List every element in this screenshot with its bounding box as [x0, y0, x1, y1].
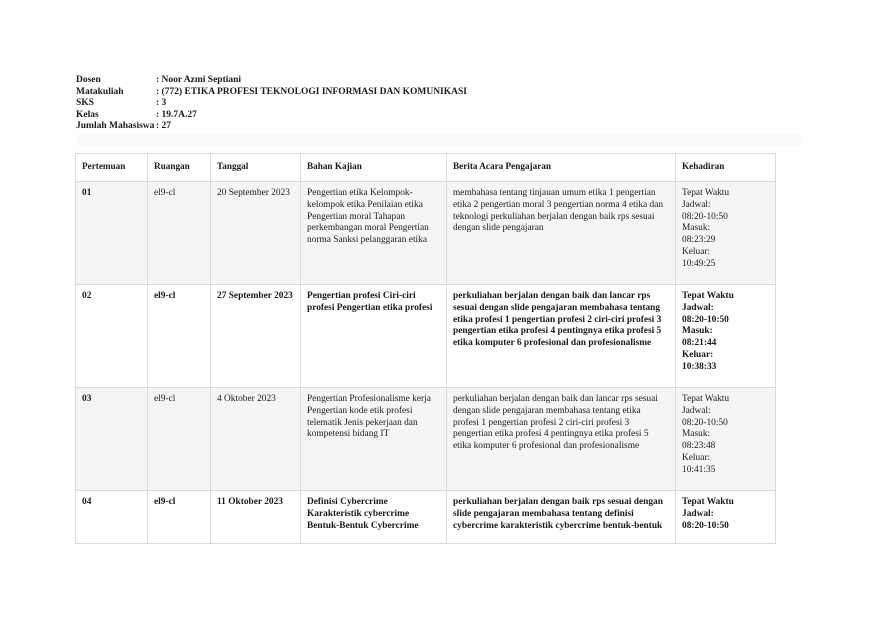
info-row-sks — [76, 98, 467, 110]
cell-berita-acara: perkuliahan berjalan dengan baik dan lancar rps sesuai dengan slide pengajaran membahasa tentang etika profesi 1 pengertian profesi 2 ciri-ciri profesi 3 pengertian etika profesi 4 pentingnya etika profesi 5 etika komputer 6 profesional dan profesionalisme — [447, 388, 676, 491]
cell-ruangan: el9-cl — [148, 285, 211, 388]
cell-tanggal: 4 Oktober 2023 — [211, 388, 301, 491]
table-row — [76, 388, 776, 491]
cell-ruangan: el9-cl — [148, 491, 211, 544]
attendance-schedule-time: 08:20-10:50 — [682, 417, 728, 428]
attendance-in-label: Masuk: — [682, 326, 713, 337]
cell-kehadiran — [676, 182, 776, 285]
cell-tanggal: 20 September 2023 — [211, 182, 301, 285]
cell-bahan-kajian: Pengertian Profesionalisme kerja Pengertian kode etik profesi telematik Jenis pekerjaan dan kompetensi bidang IT — [301, 388, 447, 491]
column-header-pertemuan: Pertemuan — [76, 154, 148, 182]
table-header-row — [76, 154, 776, 182]
cell-ruangan: el9-cl — [148, 388, 211, 491]
info-row-matakuliah — [76, 87, 467, 99]
info-label: Jumlah Mahasiswa — [76, 121, 155, 132]
attendance-status: Tepat Waktu — [682, 188, 730, 198]
attendance-in-time: 08:21:44 — [682, 338, 717, 349]
cell-berita-acara: perkuliahan berjalan dengan baik dan lancar rps sesuai dengan slide pengajaran membahasa tentang etika profesi 1 pengertian profesi 2 ciri-ciri profesi 3 pengertian etika profesi 4 pentingnya etika profesi 5 etika komputer 6 profesional dan profesionalisme — [447, 285, 676, 388]
cell-pertemuan: 04 — [76, 491, 148, 544]
attendance-status: Tepat Waktu — [682, 497, 734, 507]
attendance-in-time: 08:23:48 — [682, 441, 716, 452]
info-label: Dosen — [76, 75, 101, 85]
cell-tanggal: 27 September 2023 — [211, 285, 301, 388]
info-value: : 19.7A.27 — [156, 109, 197, 120]
info-row-dosen — [76, 75, 467, 87]
table-row — [76, 182, 776, 285]
info-label: Matakuliah — [76, 86, 124, 97]
cell-bahan-kajian: Definisi Cybercrime Karakteristik cybercrime Bentuk-Bentuk Cybercrime — [301, 491, 447, 544]
cell-pertemuan: 02 — [76, 285, 148, 388]
column-header-kehadiran: Kehadiran — [676, 154, 776, 182]
cell-ruangan: el9-cl — [148, 182, 211, 285]
info-row-kelas — [76, 110, 467, 122]
attendance-schedule-time: 08:20-10:50 — [682, 211, 728, 222]
attendance-out-label: Keluar: — [682, 246, 711, 257]
info-value: : (772) ETIKA PROFESI TEKNOLOGI INFORMASI DAN KOMUNIKASI — [156, 86, 467, 97]
cell-kehadiran — [676, 388, 776, 491]
column-header-ruangan: Ruangan — [148, 154, 211, 182]
table-row — [76, 285, 776, 388]
attendance-out-label: Keluar: — [682, 452, 711, 463]
info-label: SKS — [76, 98, 94, 109]
cell-pertemuan: 03 — [76, 388, 148, 491]
cell-tanggal: 11 Oktober 2023 — [211, 491, 301, 544]
attendance-out-time: 10:38:33 — [682, 361, 717, 372]
cell-kehadiran — [676, 491, 776, 544]
attendance-schedule-label: Jadwal: — [682, 302, 714, 313]
cell-bahan-kajian: Pengertian profesi Ciri-ciri profesi Pengertian etika profesi — [301, 285, 447, 388]
attendance-out-label: Keluar: — [682, 349, 714, 360]
info-label: Kelas — [76, 109, 99, 120]
attendance-schedule-label: Jadwal: — [682, 199, 711, 210]
attendance-schedule-label: Jadwal: — [682, 508, 714, 519]
attendance-in-label: Masuk: — [682, 429, 711, 440]
attendance-in-time: 08:23:29 — [682, 235, 716, 246]
attendance-schedule-time: 08:20-10:50 — [682, 314, 729, 325]
attendance-out-time: 10:41:35 — [682, 464, 716, 475]
column-header-bahan-kajian: Bahan Kajian — [301, 154, 447, 182]
attendance-in-label: Masuk: — [682, 223, 711, 234]
cell-bahan-kajian: Pengertian etika Kelompok-kelompok etika Penilaian etika Pengertian moral Tahapan perkembangan moral Pengertian norma Sanksi pelanggaran etika — [301, 182, 447, 285]
attendance-schedule-label: Jadwal: — [682, 405, 711, 416]
course-info — [76, 75, 467, 133]
info-value: : 27 — [156, 121, 172, 132]
header-divider — [76, 134, 802, 146]
info-value: : Noor Azmi Septiani — [156, 75, 242, 85]
attendance-status: Tepat Waktu — [682, 394, 730, 404]
cell-berita-acara: membahasa tentang tinjauan umum etika 1 pengertian etika 2 pengertian moral 3 pengertian norma 4 etika dan teknologi perkuliahan berjalan dengan baik rps sesuai dengan slide pengajaran — [447, 182, 676, 285]
attendance-schedule-time: 08:20-10:50 — [682, 520, 729, 531]
column-header-berita-acara: Berita Acara Pengajaran — [447, 154, 676, 182]
info-value: : 3 — [156, 98, 167, 109]
teaching-log-table — [75, 153, 776, 544]
info-row-jumlah-mahasiswa — [76, 121, 467, 133]
column-header-tanggal: Tanggal — [211, 154, 301, 182]
table-row — [76, 491, 776, 544]
attendance-out-time: 10:49:25 — [682, 258, 716, 269]
cell-kehadiran — [676, 285, 776, 388]
cell-pertemuan: 01 — [76, 182, 148, 285]
attendance-status: Tepat Waktu — [682, 291, 734, 301]
cell-berita-acara: perkuliahan berjalan dengan baik rps sesuai dengan slide pengajaran membahasa tentang definisi cybercrime karakteristik cybercrime bentuk-bentuk — [447, 491, 676, 544]
